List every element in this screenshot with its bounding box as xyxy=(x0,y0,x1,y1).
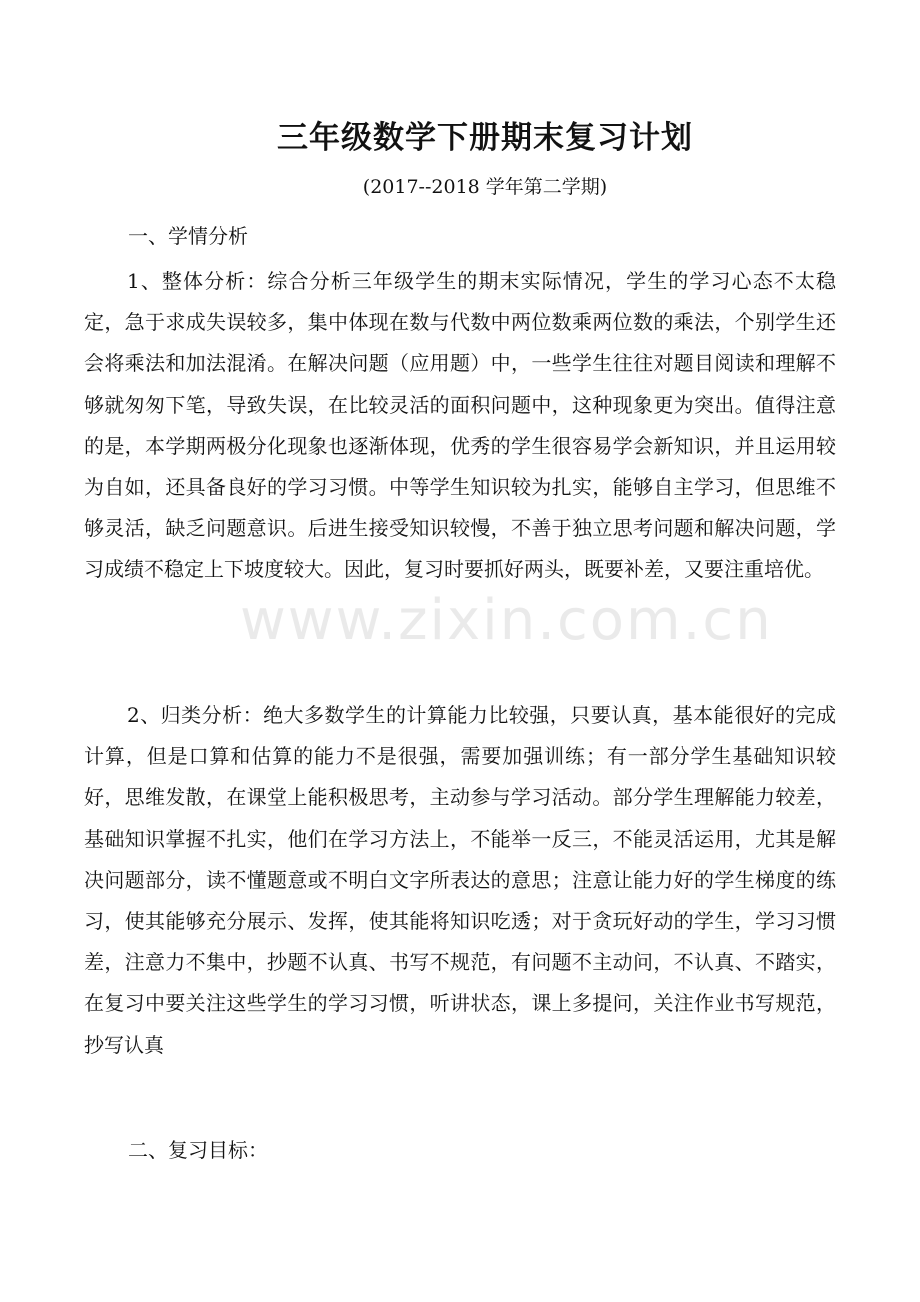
paragraph-category-analysis: 2、归类分析：绝大多数学生的计算能力比较强，只要认真，基本能很好的完成计算，但是口算和估算的能力不是很强，需要加强训练；有一部分学生基础知识较好，思维发散，在课堂上能积极思考，主动参与学习活动。部分学生理解能力较差，基础知识掌握不扎实，他们在学习方法上，不能举一反三，不能灵活运用，尤其是解决问题部分，读不懂题意或不明白文字所表达的意思；注意让能力好的学生梯度的练习，使其能够充分展示、发挥，使其能将知识吃透；对于贪玩好动的学生，学习习惯差，注意力不集中，抄题不认真、书写不规范，有问题不主动问，不认真、不踏实，在复习中要关注这些学生的学习习惯，听讲状态，课上多提问，关注作业书写规范，抄写认真 xyxy=(84,703,836,1057)
section-heading-goals: 二、复习目标： xyxy=(128,1138,268,1162)
watermark: www.zixin.com.cn xyxy=(240,588,773,653)
section-heading-analysis: 一、学情分析 xyxy=(128,224,248,248)
document-title: 三年级数学下册期末复习计划 xyxy=(277,120,693,156)
document-subtitle: (2017--2018 学年第二学期) xyxy=(362,176,608,198)
paragraph-overall-analysis: 1、整体分析：综合分析三年级学生的期末实际情况，学生的学习心态不太稳定，急于求成失误较多，集中体现在数与代数中两位数乘两位数的乘法，个别学生还会将乘法和加法混淆。在解决问题（应用题）中，一些学生往往对题目阅读和理解不够就匆匆下笔，导致失误，在比较灵活的面积问题中，这种现象更为突出。值得注意的是，本学期两极分化现象也逐渐体现，优秀的学生很容易学会新知识，并且运用较为自如，还具备良好的学习习惯。中等学生知识较为扎实，能够自主学习，但思维不够灵活，缺乏问题意识。后进生接受知识较慢，不善于独立思考问题和解决问题，学习成绩不稳定上下坡度较大。因此，复习时要抓好两头，既要补差，又要注重培优。 xyxy=(84,269,836,582)
